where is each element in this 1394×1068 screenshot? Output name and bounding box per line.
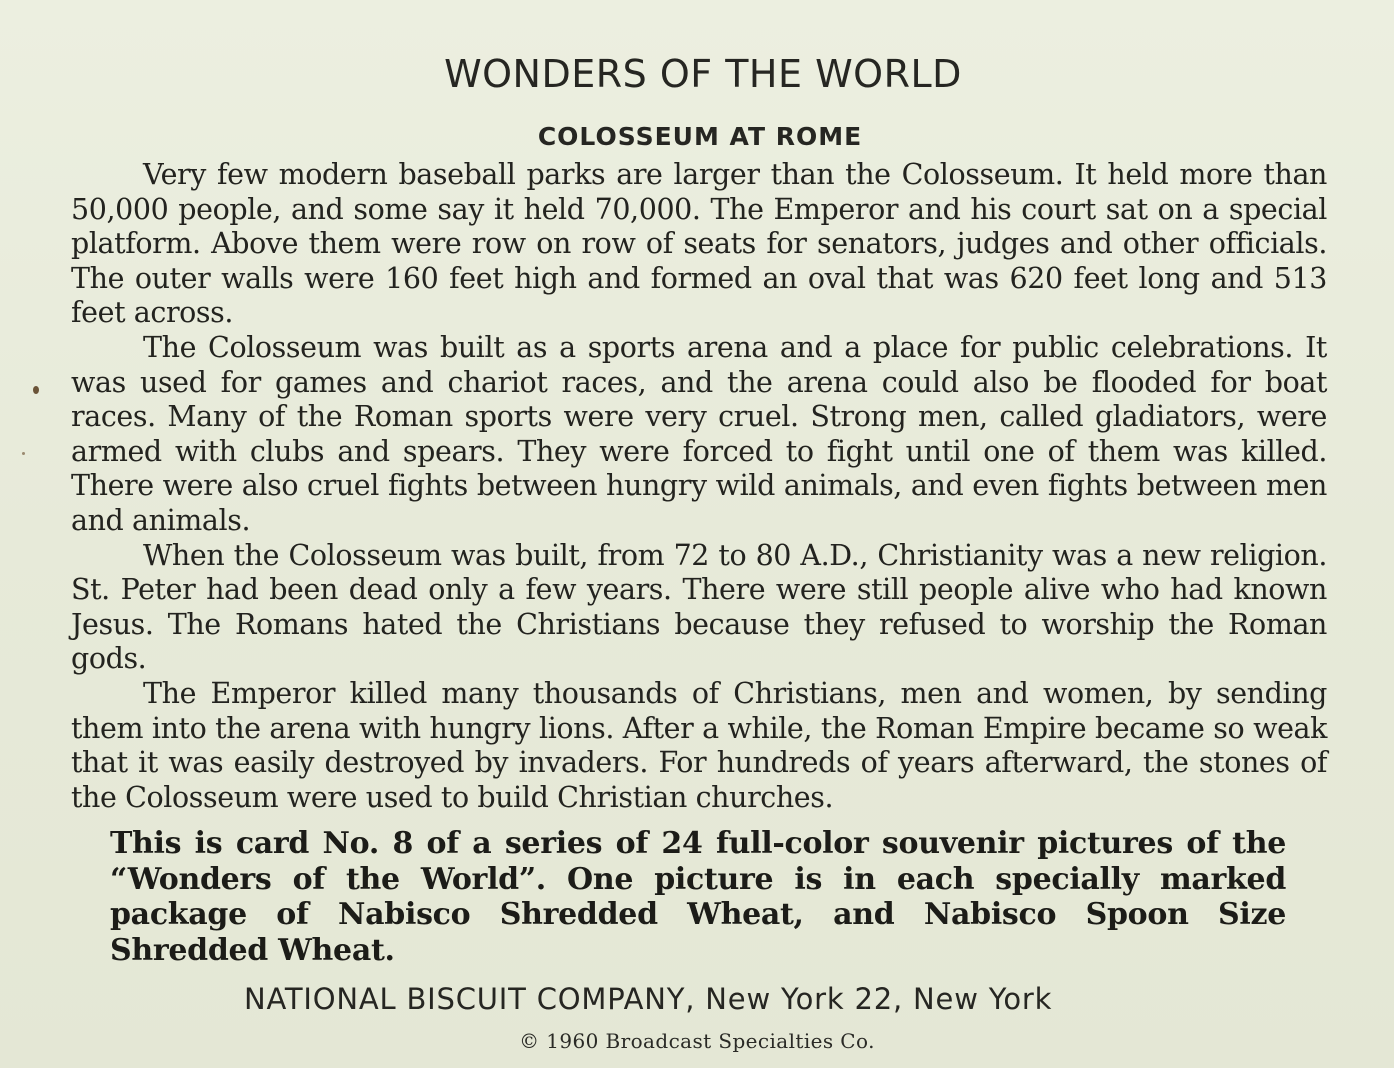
company-line: NATIONAL BISCUIT COMPANY, New York 22, New York	[244, 982, 1053, 1016]
paper-speck	[33, 386, 39, 394]
body-paragraph: The Emperor killed many thousands of Christians, men and women, by sending them into the arena with hungry lions. After a while, the Roman Empire became so weak that it was easily destroyed by invaders. For hundreds of years afterward, the stones of the Colosseum were used to build Christian churches.	[71, 676, 1327, 814]
body-paragraph: When the Colosseum was built, from 72 to 80 A.D., Christianity was a new religion. St. Peter had been dead only a few years. There were still people alive who had known Jesus. The Romans hated the Christians because they refused to worship the Roman gods.	[71, 538, 1327, 676]
body-paragraph: Very few modern baseball parks are larger than the Colosseum. It held more than 50,000 people, and some say it held 70,000. The Emperor and his court sat on a special platform. Above them were row on row of seats for senators, judges and other officials. The outer walls were 160 feet high and formed an oval that was 620 feet long and 513 feet across.	[71, 158, 1327, 330]
card-body	[71, 158, 1327, 815]
card-title: WONDERS OF THE WORLD	[444, 52, 962, 96]
paper-speck	[22, 452, 25, 455]
copyright-line: © 1960 Broadcast Specialties Co.	[519, 1029, 875, 1053]
card-subtitle: COLOSSEUM AT ROME	[537, 122, 863, 151]
body-paragraph: The Colosseum was built as a sports arena and a place for public celebrations. It was used for games and chariot races, and the arena could also be flooded for boat races. Many of the Roman sports were very cruel. Strong men, called gladiators, were armed with clubs and spears. They were forced to fight until one of them was killed. There were also cruel fights between hungry wild animals, and even fights between men and animals.	[71, 330, 1327, 537]
series-note: This is card No. 8 of a series of 24 full-color souvenir pictures of the “Wonders of the World”. One picture is in each specially marked package of Nabisco Shredded Wheat, and Nabisco Spoon Size Shredded Wheat.	[110, 826, 1286, 968]
